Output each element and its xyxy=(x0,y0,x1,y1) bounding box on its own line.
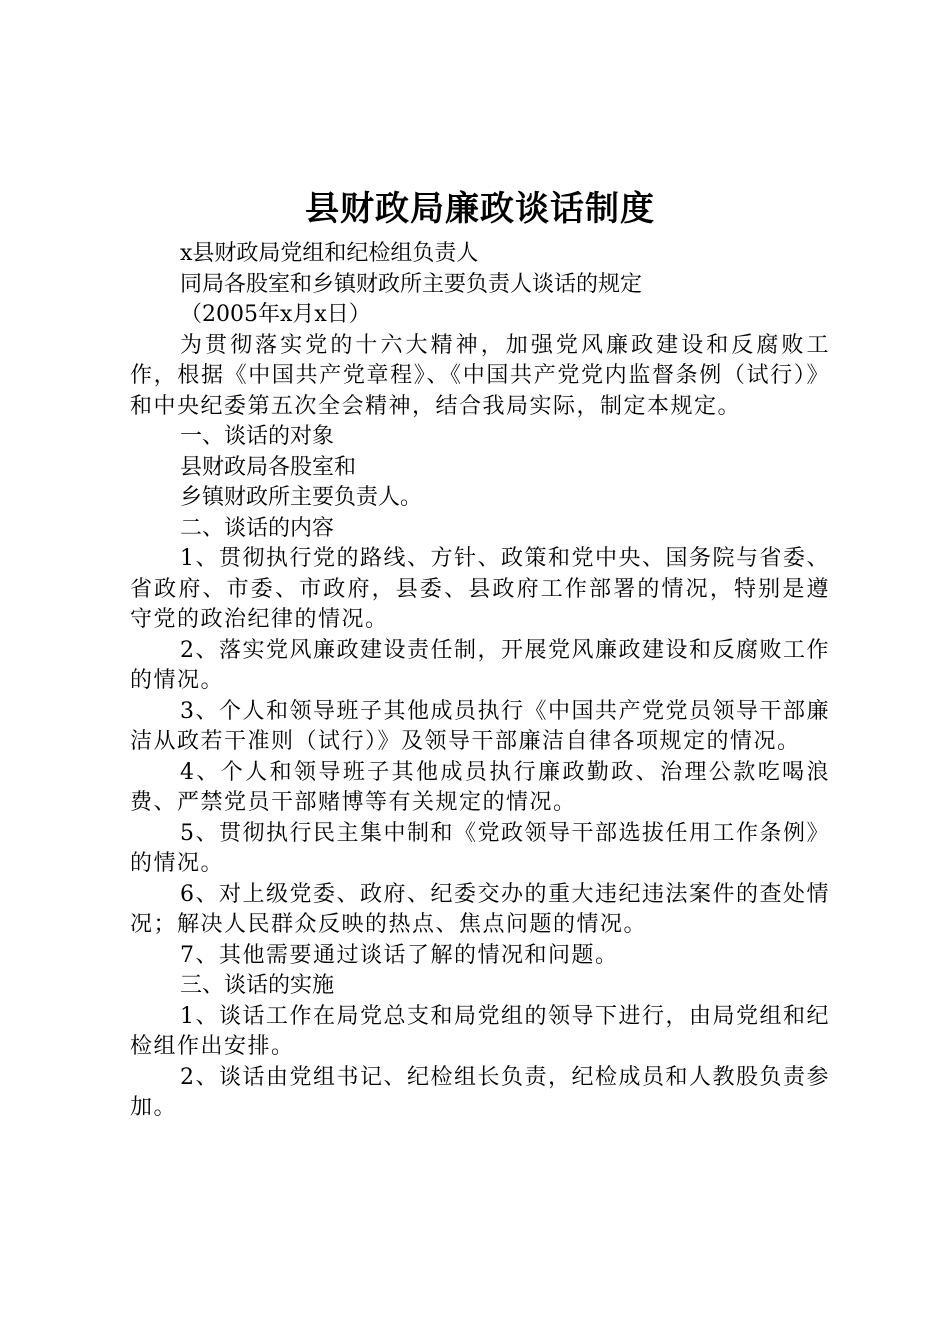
section-3-item-1: 1、谈话工作在局党总支和局党组的领导下进行，由局党组和纪检组作出安排。 xyxy=(130,1003,830,1059)
section-1-heading: 一、谈话的对象 xyxy=(180,424,335,449)
section-2-item-6: 6、对上级党委、政府、纪委交办的重大违纪违法案件的查处情况；解决人民群众反映的热点、焦点问题的情况。 xyxy=(130,881,830,937)
section-2-item-1: 1、贯彻执行党的路线、方针、政策和党中央、国务院与省委、省政府、市委、市政府，县委、县政府工作部署的情况，特别是遵守党的政治纪律的情况。 xyxy=(130,546,830,632)
intro-paragraph: 为贯彻落实党的十六大精神，加强党风廉政建设和反腐败工作，根据《中国共产党章程》、《中国共产党党内监督条例（试行）》和中央纪委第五次全会精神，结合我局实际，制定本规定。 xyxy=(130,332,830,419)
document-title: 县财政局廉政谈话制度 xyxy=(305,189,655,229)
section-2-item-2: 2、落实党风廉政建设责任制，开展党风廉政建设和反腐败工作的情况。 xyxy=(130,637,830,693)
section-2-item-5: 5、贯彻执行民主集中制和《党政领导干部选拔任用工作条例》的情况。 xyxy=(130,820,830,876)
section-2-item-4: 4、个人和领导班子其他成员执行廉政勤政、治理公款吃喝浪费、严禁党员干部赌博等有关规定的情况。 xyxy=(130,759,830,815)
section-2-item-3: 3、个人和领导班子其他成员执行《中国共产党党员领导干部廉洁从政若干准则（试行）》及领导干部廉洁自律各项规定的情况。 xyxy=(130,698,830,754)
section-3-heading: 三、谈话的实施 xyxy=(180,973,335,998)
section-1-line-1: 县财政局各股室和 xyxy=(180,454,357,480)
document-page xyxy=(130,183,830,1124)
header-date: （2005年x月x日） xyxy=(180,302,371,327)
section-2-item-7: 7、其他需要通过谈话了解的情况和问题。 xyxy=(180,942,619,968)
section-1-line-2: 乡镇财政所主要负责人。 xyxy=(180,485,423,510)
header-line-1: x县财政局党组和纪检组负责人 xyxy=(180,241,479,266)
header-line-2: 同局各股室和乡镇财政所主要负责人谈话的规定 xyxy=(180,271,643,297)
section-2-heading: 二、谈话的内容 xyxy=(180,515,335,541)
section-3-item-2: 2、谈话由党组书记、纪检组长负责，纪检成员和人教股负责参加。 xyxy=(130,1064,830,1120)
